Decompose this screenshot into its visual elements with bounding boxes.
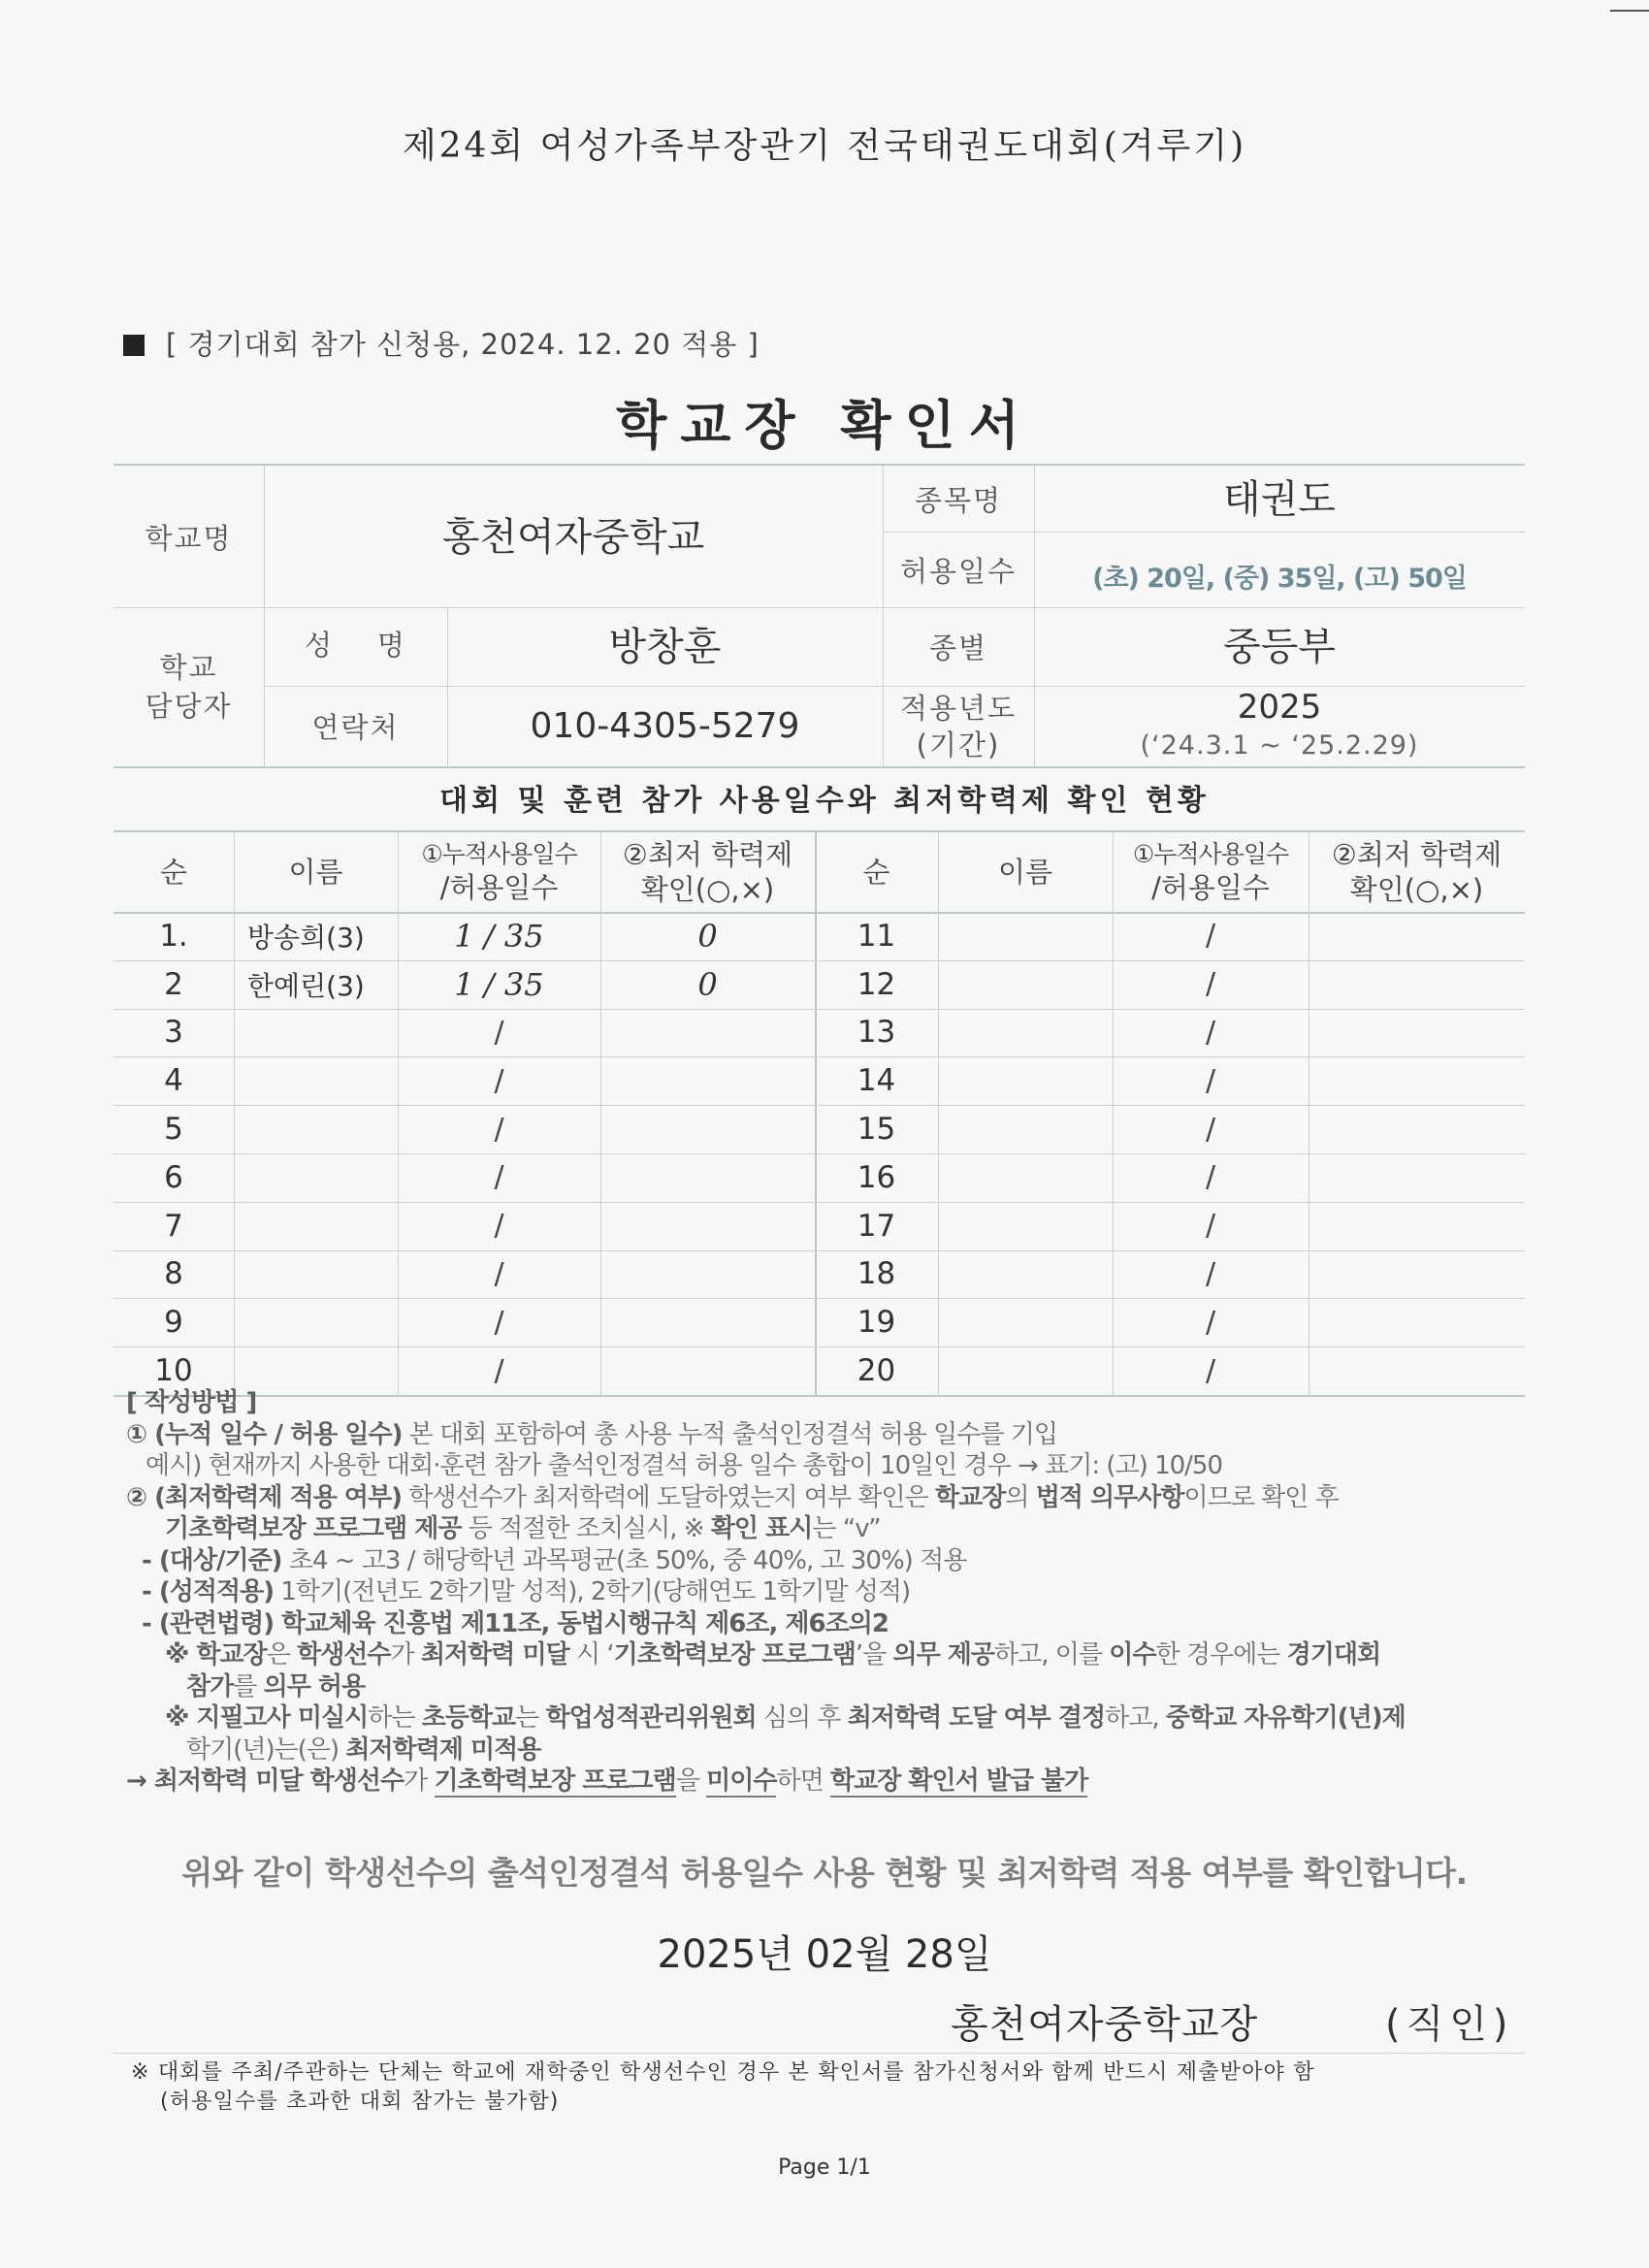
instruction-note-1-cont: 참가를 의무 허용 xyxy=(186,1671,366,1701)
instruction-note-2-cont: 학기(년)는(은) 최저학력제 미적용 xyxy=(186,1734,541,1765)
left-row-days: / xyxy=(494,1256,504,1291)
left-row-check xyxy=(600,1202,815,1250)
right-row-number: 18 xyxy=(857,1256,896,1292)
footer-note-2: (허용일수를 초과한 대회 참가는 불가함) xyxy=(160,2090,560,2114)
right-row-name xyxy=(938,1250,1113,1299)
right-row-number: 19 xyxy=(857,1305,896,1341)
right-row-name xyxy=(938,1153,1113,1202)
instruction-arrow: → 최저학력 미달 학생선수가 기초학력보장 프로그램을 미이수하면 학교장 확인서 발급 불가 xyxy=(126,1766,1088,1796)
col-days-header-right-2: /허용일수 xyxy=(1151,870,1270,904)
right-row-days: / xyxy=(1205,967,1216,1002)
section-title: 대회 및 훈련 참가 사용일수와 최저학력제 확인 현황 xyxy=(439,784,1210,818)
year-label-line2: (기간) xyxy=(916,728,1001,761)
square-bullet-icon xyxy=(123,335,145,356)
event-title: 제24회 여성가족부장관기 전국태권도대회(겨루기) xyxy=(402,126,1247,166)
col-name-header: 이름 xyxy=(288,855,343,889)
left-row-check xyxy=(600,1105,815,1153)
staff-label-line1: 학교 xyxy=(159,651,218,684)
principal-name: 홍천여자중학교장 xyxy=(951,2002,1259,2047)
left-row-name xyxy=(234,1105,398,1153)
form-tag-text: [ 경기대회 참가 신청용, 2024. 12. 20 적용 ] xyxy=(166,328,760,361)
staff-label-line2: 담당자 xyxy=(145,690,233,723)
school-name-label: 학교명 xyxy=(145,521,233,555)
col-min-header-1: ②최저 학력제 xyxy=(622,837,793,871)
left-row-name xyxy=(234,1202,398,1250)
left-row-name xyxy=(234,1250,398,1299)
left-row-name: 한예린(3) xyxy=(247,969,365,1002)
right-row-days: / xyxy=(1205,1305,1216,1340)
left-row-check: 0 xyxy=(697,965,718,1003)
right-row-number: 17 xyxy=(857,1208,896,1244)
confirmation-statement: 위와 같이 학생선수의 출석인정결석 허용일수 사용 현황 및 최저학력 적용 여부를 확인합니다. xyxy=(181,1854,1468,1892)
left-row-check xyxy=(600,1298,815,1346)
year-label-line1: 적용년도 xyxy=(899,691,1018,725)
col-min-header-right-2: 확인(○,×) xyxy=(1349,873,1484,906)
issue-date: 2025년 02월 28일 xyxy=(657,1932,992,1977)
right-row-check xyxy=(1309,912,1525,960)
name-value: 방창훈 xyxy=(608,625,722,669)
right-row-check xyxy=(1309,1105,1525,1153)
document-title: 학교장 확인서 xyxy=(616,395,1033,456)
right-row-number: 16 xyxy=(857,1159,896,1195)
right-row-name xyxy=(938,960,1113,1009)
left-row-check xyxy=(600,1009,815,1057)
category-label: 종별 xyxy=(928,632,988,664)
allowed-days-label: 허용일수 xyxy=(899,554,1018,588)
left-row-name xyxy=(234,1298,398,1346)
name-label: 성 명 xyxy=(305,629,406,662)
left-row-check xyxy=(600,1250,815,1299)
col-no-header-right: 순 xyxy=(862,855,890,889)
sport-label: 종목명 xyxy=(914,483,1003,517)
right-row-name xyxy=(938,1202,1113,1250)
left-row-number: 5 xyxy=(164,1112,183,1148)
col-name-header-right: 이름 xyxy=(997,855,1053,889)
year-label xyxy=(883,686,1034,766)
right-row-check xyxy=(1309,1298,1525,1346)
school-name-value: 홍천여자중학교 xyxy=(441,514,705,560)
staff-label xyxy=(113,607,264,766)
left-row-number: 9 xyxy=(164,1305,183,1341)
footer-note-1: ※ 대회를 주최/주관하는 단체는 학교에 재학중인 학생선수인 경우 본 확인서를 참가신청서와 함께 반드시 제출받아야 함 xyxy=(131,2060,1315,2085)
instruction-note-2: ※ 지필고사 미실시하는 초등학교는 학업성적관리위원회 심의 후 최저학력 도달 여부 결정하고, 중학교 자유학기(년)제 xyxy=(165,1703,1406,1733)
right-row-name xyxy=(938,1056,1113,1105)
seal-placeholder: (직인) xyxy=(1385,2002,1514,2047)
instruction-1: ① (누적 일수 / 허용 일수) 본 대회 포함하여 총 사용 누적 출석인정결석 허용 일수를 기입 xyxy=(126,1419,1058,1449)
right-row-number: 20 xyxy=(857,1353,896,1389)
right-row-check xyxy=(1309,1009,1525,1057)
right-row-check xyxy=(1309,960,1525,1009)
instruction-example: 예시) 현재까지 사용한 대회·훈련 참가 출석인정결석 허용 일수 총합이 10일인 경우 → 표기: (고) 10/50 xyxy=(146,1451,1223,1480)
right-row-number: 14 xyxy=(857,1063,896,1099)
col-days-header-1: ①누적사용일수 xyxy=(421,840,577,869)
left-row-days: / xyxy=(494,1015,504,1050)
page-number: Page 1/1 xyxy=(778,2155,871,2180)
left-row-number: 8 xyxy=(164,1256,183,1292)
sport-value: 태권도 xyxy=(1223,476,1336,522)
contact-value: 010-4305-5279 xyxy=(530,706,800,746)
left-row-days: / xyxy=(494,1112,504,1147)
right-row-days: / xyxy=(1205,919,1216,954)
right-row-days: / xyxy=(1205,1256,1216,1291)
col-min-header xyxy=(600,832,815,912)
left-row-days: / xyxy=(494,1353,504,1388)
right-row-days: / xyxy=(1205,1015,1216,1050)
left-row-name xyxy=(234,1009,398,1057)
col-min-header-right-1: ②최저 학력제 xyxy=(1331,837,1503,871)
col-days-header-2: /허용일수 xyxy=(439,870,559,904)
corner-mark xyxy=(1610,10,1649,12)
left-row-days: 1 / 35 xyxy=(454,965,544,1003)
col-min-header-right xyxy=(1309,832,1525,912)
col-days-header xyxy=(398,832,600,912)
left-row-days: / xyxy=(494,1063,504,1098)
left-row-days: / xyxy=(494,1305,504,1340)
col-days-header-right xyxy=(1113,832,1309,912)
right-row-number: 12 xyxy=(857,966,896,1002)
footer-note xyxy=(131,2058,1518,2117)
left-row-check: 0 xyxy=(697,917,718,955)
right-row-name xyxy=(938,1298,1113,1346)
left-row-number: 3 xyxy=(164,1015,183,1051)
left-row-number: 4 xyxy=(164,1063,183,1099)
left-row-number: 1. xyxy=(159,918,188,954)
right-row-days: / xyxy=(1205,1063,1216,1098)
year-value-cell xyxy=(1034,686,1525,766)
right-row-number: 13 xyxy=(857,1015,896,1051)
instructions-heading: [ 작성방법 ] xyxy=(126,1388,257,1417)
instruction-grades: - (성적적용) 1학기(전년도 2학기말 성적), 2학기(당해연도 1학기말 성적) xyxy=(142,1577,911,1606)
form-tag xyxy=(123,323,760,363)
header-table xyxy=(113,464,1525,768)
right-row-name xyxy=(938,912,1113,960)
right-row-name xyxy=(938,1009,1113,1057)
category-value: 중등부 xyxy=(1223,625,1336,669)
right-row-check xyxy=(1309,1250,1525,1299)
col-min-header-2: 확인(○,×) xyxy=(640,873,775,906)
instruction-law: - (관련법령) 학교체육 진흥법 제11조, 동법시행규칙 제6조, 제6조의2 xyxy=(142,1608,889,1638)
contact-label: 연락처 xyxy=(311,711,400,744)
left-row-number: 2 xyxy=(164,966,183,1002)
left-row-name: 방송희(3) xyxy=(247,921,365,954)
right-row-check xyxy=(1309,1056,1525,1105)
right-row-days: / xyxy=(1205,1353,1216,1388)
right-row-check xyxy=(1309,1153,1525,1202)
left-row-name xyxy=(234,1153,398,1202)
instruction-target: - (대상/기준) 초4 ~ 고3 / 해당학년 과목평균(초 50%, 중 40%, 고 30%) 적용 xyxy=(142,1545,967,1575)
right-row-name xyxy=(938,1105,1113,1153)
left-row-number: 10 xyxy=(154,1353,193,1389)
left-row-days: / xyxy=(494,1209,504,1244)
right-row-days: / xyxy=(1205,1209,1216,1244)
instruction-2-cont: 기초학력보장 프로그램 제공 등 적절한 조치실시, ※ 확인 표시는 “v” xyxy=(165,1514,881,1543)
left-row-check xyxy=(600,1153,815,1202)
instruction-note-1: ※ 학교장은 학생선수가 최저학력 미달 시 ‘기초학력보장 프로그램’을 의무 제공하고, 이를 이수한 경우에는 경기대회 xyxy=(165,1640,1381,1669)
right-row-check xyxy=(1309,1202,1525,1250)
left-row-days: / xyxy=(494,1160,504,1195)
left-row-number: 7 xyxy=(164,1208,183,1244)
footer-divider xyxy=(113,2053,1525,2054)
left-row-check xyxy=(600,1056,815,1105)
instructions xyxy=(126,1387,1542,1798)
right-row-days: / xyxy=(1205,1112,1216,1147)
year-value: 2025 xyxy=(1237,687,1322,727)
col-no-header: 순 xyxy=(159,855,187,889)
period-value: (‘24.3.1 ~ ‘25.2.29) xyxy=(1140,729,1419,761)
right-row-number: 15 xyxy=(857,1112,896,1148)
left-row-days: 1 / 35 xyxy=(454,917,544,955)
instruction-2: ② (최저학력제 적용 여부) 학생선수가 최저학력에 도달하였는지 여부 확인은 학교장의 법적 의무사항이므로 확인 후 xyxy=(126,1482,1339,1512)
allowed-days-value: (초) 20일, (중) 35일, (고) 50일 xyxy=(1092,563,1467,594)
attendance-table xyxy=(113,830,1525,1397)
left-row-number: 6 xyxy=(164,1159,183,1195)
right-row-number: 11 xyxy=(857,918,896,954)
col-days-header-right-1: ①누적사용일수 xyxy=(1132,840,1289,869)
left-row-name xyxy=(234,1056,398,1105)
right-row-days: / xyxy=(1205,1160,1216,1195)
